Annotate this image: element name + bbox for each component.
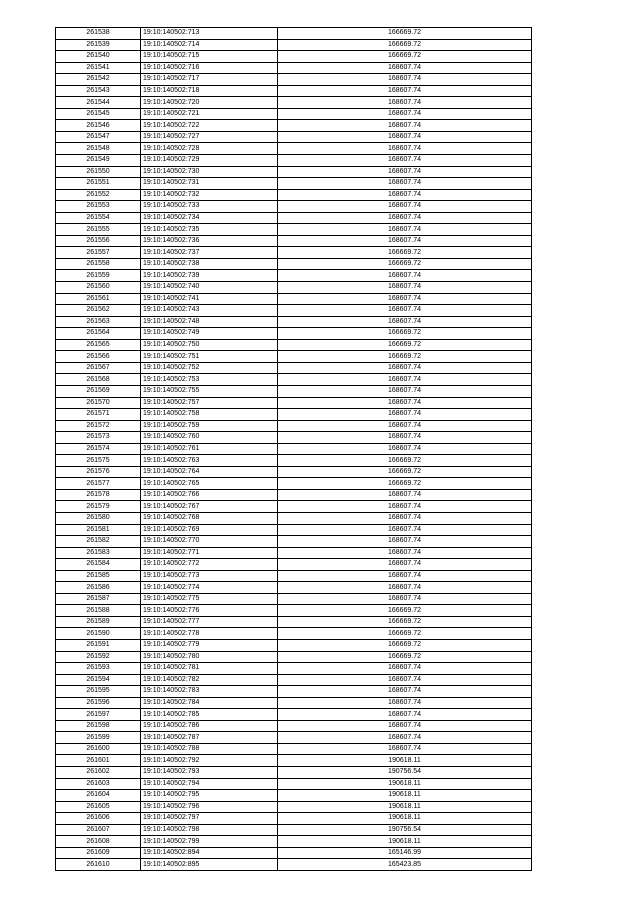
row-number-cell: 261597 <box>56 709 141 721</box>
table-row <box>56 189 532 201</box>
table-row <box>56 570 532 582</box>
value-cell: 168607.74 <box>278 62 532 74</box>
cadastral-number-cell: 19:10:140502:765 <box>141 478 278 490</box>
table-row <box>56 374 532 386</box>
cadastral-number-cell: 19:10:140502:766 <box>141 489 278 501</box>
table-row <box>56 51 532 63</box>
row-number-cell: 261602 <box>56 767 141 779</box>
cadastral-number-cell: 19:10:140502:714 <box>141 39 278 51</box>
table-row <box>56 224 532 236</box>
value-cell: 168607.74 <box>278 582 532 594</box>
value-cell: 165423.85 <box>278 859 532 871</box>
row-number-cell: 261606 <box>56 813 141 825</box>
cadastral-number-cell: 19:10:140502:727 <box>141 131 278 143</box>
value-cell: 168607.74 <box>278 224 532 236</box>
table-row <box>56 639 532 651</box>
row-number-cell: 261581 <box>56 524 141 536</box>
cadastral-number-cell: 19:10:140502:788 <box>141 743 278 755</box>
cadastral-number-cell: 19:10:140502:718 <box>141 85 278 97</box>
value-cell: 168607.74 <box>278 189 532 201</box>
table-row <box>56 709 532 721</box>
table-row <box>56 305 532 317</box>
cadastral-number-cell: 19:10:140502:771 <box>141 547 278 559</box>
value-cell: 168607.74 <box>278 293 532 305</box>
value-cell: 168607.74 <box>278 489 532 501</box>
value-cell: 168607.74 <box>278 512 532 524</box>
row-number-cell: 261586 <box>56 582 141 594</box>
value-cell: 168607.74 <box>278 663 532 675</box>
table-row <box>56 351 532 363</box>
table-row <box>56 155 532 167</box>
cadastral-number-cell: 19:10:140502:778 <box>141 628 278 640</box>
row-number-cell: 261595 <box>56 686 141 698</box>
value-cell: 168607.74 <box>278 593 532 605</box>
cadastral-number-cell: 19:10:140502:749 <box>141 328 278 340</box>
cadastral-number-cell: 19:10:140502:751 <box>141 351 278 363</box>
row-number-cell: 261572 <box>56 420 141 432</box>
cadastral-number-cell: 19:10:140502:760 <box>141 432 278 444</box>
value-cell: 168607.74 <box>278 559 532 571</box>
row-number-cell: 261575 <box>56 455 141 467</box>
cadastral-number-cell: 19:10:140502:737 <box>141 247 278 259</box>
row-number-cell: 261547 <box>56 131 141 143</box>
cadastral-number-cell: 19:10:140502:794 <box>141 778 278 790</box>
cadastral-number-cell: 19:10:140502:734 <box>141 212 278 224</box>
cadastral-number-cell: 19:10:140502:713 <box>141 28 278 40</box>
value-cell: 168607.74 <box>278 409 532 421</box>
row-number-cell: 261588 <box>56 605 141 617</box>
cadastral-number-cell: 19:10:140502:894 <box>141 847 278 859</box>
value-cell: 190618.11 <box>278 801 532 813</box>
table-row <box>56 628 532 640</box>
table-row <box>56 547 532 559</box>
cadastral-number-cell: 19:10:140502:797 <box>141 813 278 825</box>
table-row <box>56 755 532 767</box>
value-cell: 168607.74 <box>278 501 532 513</box>
row-number-cell: 261578 <box>56 489 141 501</box>
row-number-cell: 261555 <box>56 224 141 236</box>
table-row <box>56 663 532 675</box>
cadastral-number-cell: 19:10:140502:730 <box>141 166 278 178</box>
value-cell: 168607.74 <box>278 143 532 155</box>
value-cell: 166669.72 <box>278 651 532 663</box>
table-row <box>56 582 532 594</box>
row-number-cell: 261565 <box>56 339 141 351</box>
table-row <box>56 651 532 663</box>
cadastral-number-cell: 19:10:140502:735 <box>141 224 278 236</box>
cadastral-number-cell: 19:10:140502:787 <box>141 732 278 744</box>
value-cell: 190618.11 <box>278 755 532 767</box>
value-cell: 168607.74 <box>278 305 532 317</box>
row-number-cell: 261607 <box>56 824 141 836</box>
cadastral-number-cell: 19:10:140502:740 <box>141 282 278 294</box>
table-row <box>56 478 532 490</box>
cadastral-number-cell: 19:10:140502:720 <box>141 97 278 109</box>
cadastral-number-cell: 19:10:140502:774 <box>141 582 278 594</box>
table-row <box>56 108 532 120</box>
value-cell: 168607.74 <box>278 362 532 374</box>
table-row <box>56 674 532 686</box>
table-row <box>56 328 532 340</box>
cadastral-number-cell: 19:10:140502:729 <box>141 155 278 167</box>
value-cell: 166669.72 <box>278 628 532 640</box>
value-cell: 166669.72 <box>278 39 532 51</box>
cadastral-number-cell: 19:10:140502:767 <box>141 501 278 513</box>
table-row <box>56 455 532 467</box>
row-number-cell: 261583 <box>56 547 141 559</box>
value-cell: 166669.72 <box>278 258 532 270</box>
cadastral-number-cell: 19:10:140502:785 <box>141 709 278 721</box>
value-cell: 166669.72 <box>278 339 532 351</box>
value-cell: 168607.74 <box>278 570 532 582</box>
row-number-cell: 261543 <box>56 85 141 97</box>
cadastral-number-cell: 19:10:140502:768 <box>141 512 278 524</box>
value-cell: 168607.74 <box>278 420 532 432</box>
row-number-cell: 261605 <box>56 801 141 813</box>
cadastral-number-cell: 19:10:140502:764 <box>141 466 278 478</box>
value-cell: 190756.54 <box>278 824 532 836</box>
table-row <box>56 801 532 813</box>
value-cell: 168607.74 <box>278 120 532 132</box>
table-row <box>56 28 532 40</box>
table-row <box>56 420 532 432</box>
row-number-cell: 261582 <box>56 536 141 548</box>
value-cell: 168607.74 <box>278 686 532 698</box>
value-cell: 168607.74 <box>278 720 532 732</box>
cadastral-number-cell: 19:10:140502:731 <box>141 178 278 190</box>
value-cell: 168607.74 <box>278 178 532 190</box>
cadastral-number-cell: 19:10:140502:786 <box>141 720 278 732</box>
value-cell: 190618.11 <box>278 813 532 825</box>
table-row <box>56 258 532 270</box>
row-number-cell: 261551 <box>56 178 141 190</box>
row-number-cell: 261599 <box>56 732 141 744</box>
cadastral-number-cell: 19:10:140502:895 <box>141 859 278 871</box>
cadastral-number-cell: 19:10:140502:722 <box>141 120 278 132</box>
value-cell: 168607.74 <box>278 709 532 721</box>
value-cell: 190618.11 <box>278 836 532 848</box>
table-row <box>56 166 532 178</box>
value-cell: 168607.74 <box>278 397 532 409</box>
row-number-cell: 261592 <box>56 651 141 663</box>
row-number-cell: 261571 <box>56 409 141 421</box>
cadastral-number-cell: 19:10:140502:777 <box>141 616 278 628</box>
row-number-cell: 261550 <box>56 166 141 178</box>
cadastral-number-cell: 19:10:140502:733 <box>141 201 278 213</box>
row-number-cell: 261579 <box>56 501 141 513</box>
cadastral-number-cell: 19:10:140502:750 <box>141 339 278 351</box>
table-row <box>56 616 532 628</box>
table-row <box>56 201 532 213</box>
row-number-cell: 261548 <box>56 143 141 155</box>
table-row <box>56 212 532 224</box>
value-cell: 166669.72 <box>278 351 532 363</box>
table-row <box>56 432 532 444</box>
table-row <box>56 339 532 351</box>
value-cell: 168607.74 <box>278 201 532 213</box>
table-row <box>56 686 532 698</box>
row-number-cell: 261566 <box>56 351 141 363</box>
table-row <box>56 62 532 74</box>
row-number-cell: 261594 <box>56 674 141 686</box>
table-row <box>56 847 532 859</box>
row-number-cell: 261576 <box>56 466 141 478</box>
row-number-cell: 261540 <box>56 51 141 63</box>
cadastral-number-cell: 19:10:140502:728 <box>141 143 278 155</box>
row-number-cell: 261609 <box>56 847 141 859</box>
row-number-cell: 261573 <box>56 432 141 444</box>
value-cell: 168607.74 <box>278 97 532 109</box>
table-row <box>56 385 532 397</box>
value-cell: 190618.11 <box>278 778 532 790</box>
cadastral-number-cell: 19:10:140502:781 <box>141 663 278 675</box>
value-cell: 168607.74 <box>278 235 532 247</box>
cadastral-number-cell: 19:10:140502:776 <box>141 605 278 617</box>
row-number-cell: 261539 <box>56 39 141 51</box>
row-number-cell: 261546 <box>56 120 141 132</box>
value-cell: 168607.74 <box>278 432 532 444</box>
value-cell: 168607.74 <box>278 85 532 97</box>
row-number-cell: 261574 <box>56 443 141 455</box>
cadastral-number-cell: 19:10:140502:755 <box>141 385 278 397</box>
table-row <box>56 85 532 97</box>
cadastral-number-cell: 19:10:140502:770 <box>141 536 278 548</box>
row-number-cell: 261584 <box>56 559 141 571</box>
table-row <box>56 489 532 501</box>
table-row <box>56 97 532 109</box>
table-row <box>56 778 532 790</box>
row-number-cell: 261542 <box>56 74 141 86</box>
data-table <box>55 27 532 871</box>
row-number-cell: 261589 <box>56 616 141 628</box>
row-number-cell: 261591 <box>56 639 141 651</box>
table-row <box>56 362 532 374</box>
cadastral-number-cell: 19:10:140502:779 <box>141 639 278 651</box>
value-cell: 168607.74 <box>278 316 532 328</box>
value-cell: 168607.74 <box>278 547 532 559</box>
value-cell: 168607.74 <box>278 524 532 536</box>
cadastral-number-cell: 19:10:140502:761 <box>141 443 278 455</box>
table-row <box>56 824 532 836</box>
cadastral-number-cell: 19:10:140502:717 <box>141 74 278 86</box>
row-number-cell: 261561 <box>56 293 141 305</box>
table-row <box>56 501 532 513</box>
value-cell: 168607.74 <box>278 743 532 755</box>
row-number-cell: 261596 <box>56 697 141 709</box>
table-row <box>56 178 532 190</box>
cadastral-number-cell: 19:10:140502:753 <box>141 374 278 386</box>
value-cell: 168607.74 <box>278 131 532 143</box>
cadastral-number-cell: 19:10:140502:784 <box>141 697 278 709</box>
row-number-cell: 261585 <box>56 570 141 582</box>
table-row <box>56 732 532 744</box>
table-row <box>56 512 532 524</box>
cadastral-number-cell: 19:10:140502:758 <box>141 409 278 421</box>
cadastral-number-cell: 19:10:140502:757 <box>141 397 278 409</box>
table-row <box>56 316 532 328</box>
value-cell: 166669.72 <box>278 455 532 467</box>
cadastral-number-cell: 19:10:140502:716 <box>141 62 278 74</box>
value-cell: 168607.74 <box>278 385 532 397</box>
value-cell: 190756.54 <box>278 767 532 779</box>
row-number-cell: 261600 <box>56 743 141 755</box>
value-cell: 168607.74 <box>278 270 532 282</box>
cadastral-number-cell: 19:10:140502:799 <box>141 836 278 848</box>
value-cell: 166669.72 <box>278 328 532 340</box>
row-number-cell: 261601 <box>56 755 141 767</box>
cadastral-number-cell: 19:10:140502:773 <box>141 570 278 582</box>
row-number-cell: 261538 <box>56 28 141 40</box>
value-cell: 168607.74 <box>278 374 532 386</box>
table-row <box>56 605 532 617</box>
row-number-cell: 261580 <box>56 512 141 524</box>
table-row <box>56 282 532 294</box>
table-body <box>56 28 532 871</box>
cadastral-number-cell: 19:10:140502:752 <box>141 362 278 374</box>
cadastral-number-cell: 19:10:140502:783 <box>141 686 278 698</box>
value-cell: 168607.74 <box>278 443 532 455</box>
cadastral-number-cell: 19:10:140502:795 <box>141 790 278 802</box>
table-row <box>56 443 532 455</box>
value-cell: 166669.72 <box>278 51 532 63</box>
row-number-cell: 261603 <box>56 778 141 790</box>
value-cell: 168607.74 <box>278 155 532 167</box>
row-number-cell: 261563 <box>56 316 141 328</box>
row-number-cell: 261568 <box>56 374 141 386</box>
value-cell: 166669.72 <box>278 466 532 478</box>
cadastral-number-cell: 19:10:140502:743 <box>141 305 278 317</box>
cadastral-number-cell: 19:10:140502:780 <box>141 651 278 663</box>
row-number-cell: 261577 <box>56 478 141 490</box>
cadastral-number-cell: 19:10:140502:721 <box>141 108 278 120</box>
table-row <box>56 247 532 259</box>
value-cell: 168607.74 <box>278 697 532 709</box>
cadastral-number-cell: 19:10:140502:759 <box>141 420 278 432</box>
table-row <box>56 293 532 305</box>
table-row <box>56 466 532 478</box>
table-row <box>56 143 532 155</box>
row-number-cell: 261562 <box>56 305 141 317</box>
value-cell: 168607.74 <box>278 74 532 86</box>
table-row <box>56 790 532 802</box>
row-number-cell: 261587 <box>56 593 141 605</box>
cadastral-number-cell: 19:10:140502:748 <box>141 316 278 328</box>
row-number-cell: 261559 <box>56 270 141 282</box>
row-number-cell: 261567 <box>56 362 141 374</box>
row-number-cell: 261558 <box>56 258 141 270</box>
table-row <box>56 235 532 247</box>
table-row <box>56 397 532 409</box>
row-number-cell: 261564 <box>56 328 141 340</box>
row-number-cell: 261608 <box>56 836 141 848</box>
cadastral-number-cell: 19:10:140502:736 <box>141 235 278 247</box>
cadastral-number-cell: 19:10:140502:769 <box>141 524 278 536</box>
table-row <box>56 131 532 143</box>
table-row <box>56 743 532 755</box>
value-cell: 168607.74 <box>278 212 532 224</box>
cadastral-number-cell: 19:10:140502:732 <box>141 189 278 201</box>
table-row <box>56 859 532 871</box>
table-row <box>56 74 532 86</box>
value-cell: 166669.72 <box>278 28 532 40</box>
row-number-cell: 261570 <box>56 397 141 409</box>
cadastral-number-cell: 19:10:140502:772 <box>141 559 278 571</box>
row-number-cell: 261553 <box>56 201 141 213</box>
cadastral-number-cell: 19:10:140502:793 <box>141 767 278 779</box>
table-row <box>56 559 532 571</box>
value-cell: 165146.99 <box>278 847 532 859</box>
value-cell: 168607.74 <box>278 282 532 294</box>
value-cell: 166669.72 <box>278 478 532 490</box>
row-number-cell: 261569 <box>56 385 141 397</box>
value-cell: 166669.72 <box>278 247 532 259</box>
table-row <box>56 593 532 605</box>
row-number-cell: 261556 <box>56 235 141 247</box>
row-number-cell: 261557 <box>56 247 141 259</box>
table-row <box>56 536 532 548</box>
row-number-cell: 261610 <box>56 859 141 871</box>
table-row <box>56 720 532 732</box>
table-row <box>56 39 532 51</box>
cadastral-number-cell: 19:10:140502:782 <box>141 674 278 686</box>
cadastral-number-cell: 19:10:140502:739 <box>141 270 278 282</box>
row-number-cell: 261545 <box>56 108 141 120</box>
cadastral-number-cell: 19:10:140502:763 <box>141 455 278 467</box>
table-row <box>56 524 532 536</box>
row-number-cell: 261544 <box>56 97 141 109</box>
table-row <box>56 270 532 282</box>
cadastral-number-cell: 19:10:140502:775 <box>141 593 278 605</box>
row-number-cell: 261593 <box>56 663 141 675</box>
row-number-cell: 261549 <box>56 155 141 167</box>
value-cell: 168607.74 <box>278 166 532 178</box>
row-number-cell: 261598 <box>56 720 141 732</box>
value-cell: 168607.74 <box>278 732 532 744</box>
cadastral-number-cell: 19:10:140502:738 <box>141 258 278 270</box>
value-cell: 190618.11 <box>278 790 532 802</box>
table-row <box>56 697 532 709</box>
value-cell: 166669.72 <box>278 616 532 628</box>
cadastral-number-cell: 19:10:140502:792 <box>141 755 278 767</box>
value-cell: 168607.74 <box>278 674 532 686</box>
value-cell: 166669.72 <box>278 605 532 617</box>
table-row <box>56 767 532 779</box>
row-number-cell: 261552 <box>56 189 141 201</box>
row-number-cell: 261560 <box>56 282 141 294</box>
value-cell: 166669.72 <box>278 639 532 651</box>
table-row <box>56 409 532 421</box>
cadastral-number-cell: 19:10:140502:741 <box>141 293 278 305</box>
table-row <box>56 813 532 825</box>
row-number-cell: 261604 <box>56 790 141 802</box>
value-cell: 168607.74 <box>278 536 532 548</box>
row-number-cell: 261554 <box>56 212 141 224</box>
value-cell: 168607.74 <box>278 108 532 120</box>
cadastral-number-cell: 19:10:140502:715 <box>141 51 278 63</box>
cadastral-number-cell: 19:10:140502:796 <box>141 801 278 813</box>
table-row <box>56 836 532 848</box>
row-number-cell: 261541 <box>56 62 141 74</box>
cadastral-number-cell: 19:10:140502:798 <box>141 824 278 836</box>
row-number-cell: 261590 <box>56 628 141 640</box>
table-row <box>56 120 532 132</box>
